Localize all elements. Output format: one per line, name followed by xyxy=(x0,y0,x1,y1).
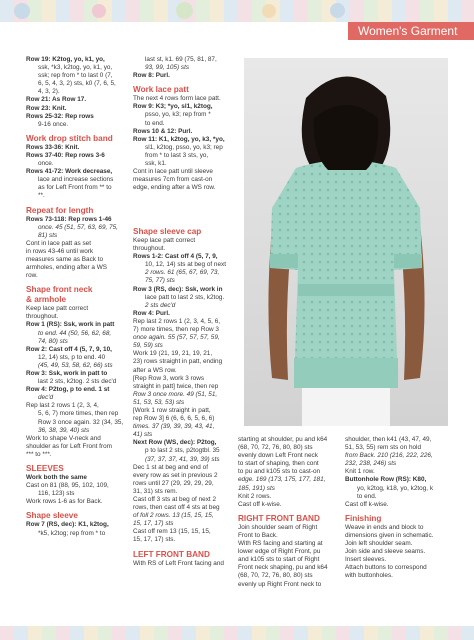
text-line: as for Left Front from ** to xyxy=(38,184,112,192)
text-line: Insert sleeves. xyxy=(345,556,387,564)
text-line: throughout. xyxy=(26,313,59,321)
text-line: Cast off k-wise. xyxy=(345,500,389,508)
text-line: 10, 12, 14) sts at beg of next xyxy=(145,261,227,269)
text-line: (68, 70, 72, 76, 80, 80) sts xyxy=(238,444,313,452)
text-line: Row 1 (RS): Ssk, work in patt xyxy=(26,321,115,329)
section-heading: SLEEVES xyxy=(26,464,64,474)
text-line: (68, 70, 72, 76, 80, 80) sts xyxy=(238,572,313,580)
pattern-column-4 xyxy=(238,436,338,589)
text-line: Weave in ends and block to xyxy=(345,523,424,531)
yarn-ball-icon xyxy=(262,4,276,18)
section-heading: Work lace patt xyxy=(133,85,189,95)
text-line: The next 4 rows form lace patt. xyxy=(133,95,221,103)
text-line: *** to ***. xyxy=(26,450,52,458)
text-line: 31, 31) sts rem. xyxy=(133,487,178,495)
text-line: 232, 238, 246) sts xyxy=(345,460,397,468)
garment-photo xyxy=(244,58,448,426)
text-line: rows until 27 (29, 29, 29, 29, xyxy=(133,479,214,487)
text-line: Row 7 (RS, dec): K1, k2tog, xyxy=(26,521,109,529)
text-line: Work rows 1-6 as for Back. xyxy=(26,498,103,506)
text-line: after a WS row. xyxy=(133,366,177,374)
text-line: With RS of Left Front facing and xyxy=(133,559,224,567)
text-line: yo, k2tog, k18, yo, k2tog, k xyxy=(357,484,434,492)
text-line: Row 11: K1, k2tog, yo, k3, *yo, xyxy=(133,135,225,143)
yarn-ball-icon xyxy=(92,4,106,18)
text-line: Join shoulder seam of Right xyxy=(238,523,318,531)
text-line: 4, 3, 2). xyxy=(38,88,60,96)
text-line: [Work 1 row straight in patt, xyxy=(133,406,211,414)
section-heading: Repeat for length xyxy=(26,205,94,215)
text-line: Row 3 once again. 32 (34, 35, xyxy=(38,418,124,426)
text-line: edge, ending after a WS row. xyxy=(133,184,216,192)
text-line: Front to Back. xyxy=(238,531,278,539)
text-line: 74, 80) sts xyxy=(38,337,68,345)
text-line: 93, 99, 105) sts xyxy=(145,64,190,72)
text-line: Work both the same xyxy=(26,474,87,482)
text-line: rep Row 3] 6 (6, 6, 6, 5, 6, 6) xyxy=(133,415,215,423)
text-line: Front neck shaping, pu and k64 xyxy=(238,564,328,572)
yarn-ball-icon xyxy=(330,3,345,18)
text-line: (45, 49, 53, 58, 62, 66) sts xyxy=(38,361,113,369)
text-line: 12, 14) sts, p to end. 40 xyxy=(38,353,106,361)
text-line: Work 19 (21, 19, 21, 19, 21, xyxy=(133,350,213,358)
text-line: shoulder, then k41 (43, 47, 49, xyxy=(345,436,432,443)
text-line: every row as set in previous 2 xyxy=(133,471,218,479)
text-line: **. xyxy=(38,192,45,200)
text-line: to end. 44 (50, 56, 62, 68, xyxy=(38,329,112,337)
text-line: armholes, ending after a WS xyxy=(26,264,107,272)
text-line: last st, k1. 69 (75, 81, 87, xyxy=(145,56,217,63)
text-line: times. 37 (39, 39, 39, 43, 41, xyxy=(133,423,215,431)
text-line: Work to shape V-neck and xyxy=(26,434,101,442)
text-line: once. xyxy=(38,160,54,168)
text-line: starting at shoulder, pu and k64 xyxy=(238,436,328,443)
text-line: evenly down Left Front neck xyxy=(238,452,318,460)
text-line: sl1, k2tog, psso, yo, k3; rep xyxy=(145,143,223,151)
text-line: 41) sts xyxy=(133,431,153,439)
text-line: once again. 55 (57, 57, 57, 59, xyxy=(133,334,220,342)
text-line: Next Row (WS, dec): P2tog, xyxy=(133,439,217,447)
text-line: 59, 59) sts xyxy=(133,342,163,350)
text-line: from Back. 210 (216, 222, 226, xyxy=(345,452,433,460)
text-line: [Rep Row 3, work 3 rows xyxy=(133,374,205,382)
text-line: Rows 25-32: Rep rows xyxy=(26,112,94,120)
text-line: Join left shoulder seam. xyxy=(345,540,413,548)
text-line: Join side and sleeve seams. xyxy=(345,548,426,556)
text-line: 5, 6, 7) more times, then rep xyxy=(38,410,119,418)
text-line: ssk; rep from * to last 0 (7, xyxy=(38,72,113,80)
text-line: Rows 33-36: Knit. xyxy=(26,143,80,151)
text-line: lower edge of Right Front, pu xyxy=(238,548,321,556)
text-line: measures 7cm from cast-on xyxy=(133,176,213,184)
text-line: row. xyxy=(26,272,38,280)
text-line: ssk, k1. xyxy=(145,160,167,168)
text-line: 6, 5, 4, 3, 2) sts, k0 (7, 6, 5, xyxy=(38,80,116,88)
section-heading: Finishing xyxy=(345,513,382,523)
text-line: Cast off rem 13 (15, 15, 15, xyxy=(133,528,211,536)
text-line: Row 9: K3; *yo, sl1, k2tog, xyxy=(133,103,213,111)
pattern-column-2 xyxy=(133,56,237,192)
section-heading: LEFT FRONT BAND xyxy=(133,549,210,559)
text-line: *k5, k2tog; rep from * to xyxy=(38,529,106,537)
decorative-top-border xyxy=(0,0,474,22)
text-line: in rows 43-46 until work xyxy=(26,247,94,255)
text-line: Row 4: P2tog, p to end. 1 st xyxy=(26,386,110,394)
text-line: 75, 77) sts xyxy=(145,277,175,285)
text-line: 116, 123) sts xyxy=(38,490,75,498)
text-line: Cont in lace patt as set xyxy=(26,239,92,247)
text-line: last 2 sts, k2tog. 2 sts dec'd xyxy=(38,378,117,386)
text-line: from * to last 3 sts, yo, xyxy=(145,151,209,159)
text-line: throughout. xyxy=(133,245,166,253)
text-line: Rows 41-72: Work decrease, xyxy=(26,168,113,176)
text-line: dimensions given in schematic. xyxy=(345,531,434,539)
text-line: once. 45 (51, 57, 63, 69, 75, xyxy=(38,223,118,231)
text-line: Rows 1-2: Cast off 4 (5, 7, 9, xyxy=(133,253,218,261)
text-line: to end. xyxy=(145,119,165,127)
text-line: to end. xyxy=(357,492,377,500)
section-heading: Shape sleeve xyxy=(26,511,78,521)
text-line: Row 3 once more. 49 (51, 51, xyxy=(133,390,218,398)
pattern-column-3 xyxy=(133,222,237,568)
text-line: 23) rows straight in patt, ending xyxy=(133,358,223,366)
text-line: Rows 37-40: Rep rows 3-6 xyxy=(26,151,105,159)
text-line: Rows 73-118: Rep rows 1-46 xyxy=(26,215,112,223)
text-line: psso, yo, k3; rep from * xyxy=(145,111,211,119)
section-heading: Work drop stitch band xyxy=(26,133,113,143)
text-line: shoulder as for Left Front from xyxy=(26,442,112,450)
text-line: Rep last 2 rows 1 (2, 3, 4, 5, 6, xyxy=(133,317,221,325)
text-line: to pu and k105 sts to cast-on xyxy=(238,468,321,476)
text-line: Rows 10 & 12: Purl. xyxy=(133,127,193,135)
text-line: Row 21: As Row 17. xyxy=(26,96,87,104)
text-line: (37, 37, 37, 41, 39, 39) sts xyxy=(145,455,220,463)
section-heading: RIGHT FRONT BAND xyxy=(238,513,320,523)
text-line: 81) sts xyxy=(38,231,58,239)
text-line: Row 2: Cast off 4 (5, 7, 9, 10, xyxy=(26,345,112,353)
text-line: of foll 2 rows. 13 (15, 15, 15, xyxy=(133,512,214,520)
text-line: with buttonholes. xyxy=(345,572,393,580)
section-heading: & armhole xyxy=(26,295,67,305)
text-line: Keep lace patt correct xyxy=(26,305,89,313)
text-line: Cast off 3 sts at beg of next 2 xyxy=(133,496,217,503)
text-line: measures same as Back to xyxy=(26,255,104,263)
text-line: 51, 53, 53, 53) sts xyxy=(133,398,185,406)
section-heading: Shape front neck xyxy=(26,285,93,295)
text-line: 51, 53, 55) rem sts on hold xyxy=(345,444,422,452)
text-line: lace patt to last 2 sts, k2tog. xyxy=(145,293,225,301)
text-line: 36, 38, 39, 40) sts xyxy=(38,426,90,434)
yarn-ball-icon xyxy=(176,2,193,19)
text-line: 185, 191) sts xyxy=(238,484,275,492)
text-line: Row 4: Purl. xyxy=(133,309,170,317)
text-line: Attach buttons to correspond xyxy=(345,564,427,572)
text-line: 2 rows. 61 (65, 67, 69, 73, xyxy=(145,269,220,277)
text-line: Knit 1 row. xyxy=(345,468,375,476)
text-line: Buttonhole Row (RS): K80, xyxy=(345,476,427,484)
yarn-ball-icon xyxy=(14,3,30,19)
text-line: Dec 1 st at beg and end of xyxy=(133,463,208,471)
pattern-column-1 xyxy=(26,56,126,538)
text-line: Cast off k-wise. xyxy=(238,500,282,508)
text-line: edge. 169 (173, 175, 177, 181, xyxy=(238,476,326,484)
text-line: Cont in lace patt until sleeve xyxy=(133,168,213,176)
text-line: ssk, *k3, k2tog, yo, k1, yo, xyxy=(38,64,113,72)
text-line: Knit 2 rows. xyxy=(238,492,272,500)
text-line: Row 23: Knit. xyxy=(26,104,67,112)
text-line: rows, then cast off 4 sts at beg xyxy=(133,504,220,512)
text-line: With RS facing and starting at xyxy=(238,540,323,548)
text-line: 15, 17, 17) sts xyxy=(133,520,174,528)
text-line: Row 3 (RS, dec): Ssk, work in xyxy=(133,285,223,293)
text-line: 15, 17, 17) sts. xyxy=(133,536,176,544)
text-line: Row 19: K2tog, yo, k1, yo, xyxy=(26,56,105,63)
pattern-column-5 xyxy=(345,436,449,581)
text-line: lace and increase sections xyxy=(38,176,114,184)
text-line: Rep last 2 rows 1 (2, 3, 4, xyxy=(26,402,99,410)
text-line: and k105 sts to start of Right xyxy=(238,556,320,564)
text-line: 2 sts dec'd xyxy=(145,301,176,309)
text-line: Keep lace patt correct xyxy=(133,237,196,244)
text-line: 7) more times, then rep Row 3 xyxy=(133,326,219,334)
text-line: straight in patt] twice, then rep xyxy=(133,382,219,390)
text-line: 9-16 once. xyxy=(38,120,69,128)
section-heading: Shape sleeve cap xyxy=(133,227,202,236)
decorative-bottom-border xyxy=(0,626,474,640)
section-tab: Women's Garment xyxy=(348,22,474,40)
text-line: p to last 2 sts, p2togtbl. 35 xyxy=(145,447,220,455)
text-line: Cast on 81 (88, 95, 102, 109, xyxy=(26,482,109,490)
text-line: evenly up Right Front neck to xyxy=(238,580,322,588)
text-line: dec'd xyxy=(38,394,54,402)
text-line: Row 8: Purl. xyxy=(133,72,170,80)
text-line: to start of shaping, then cont xyxy=(238,460,319,468)
text-line: Row 3: Ssk, work in patt to xyxy=(26,370,108,377)
